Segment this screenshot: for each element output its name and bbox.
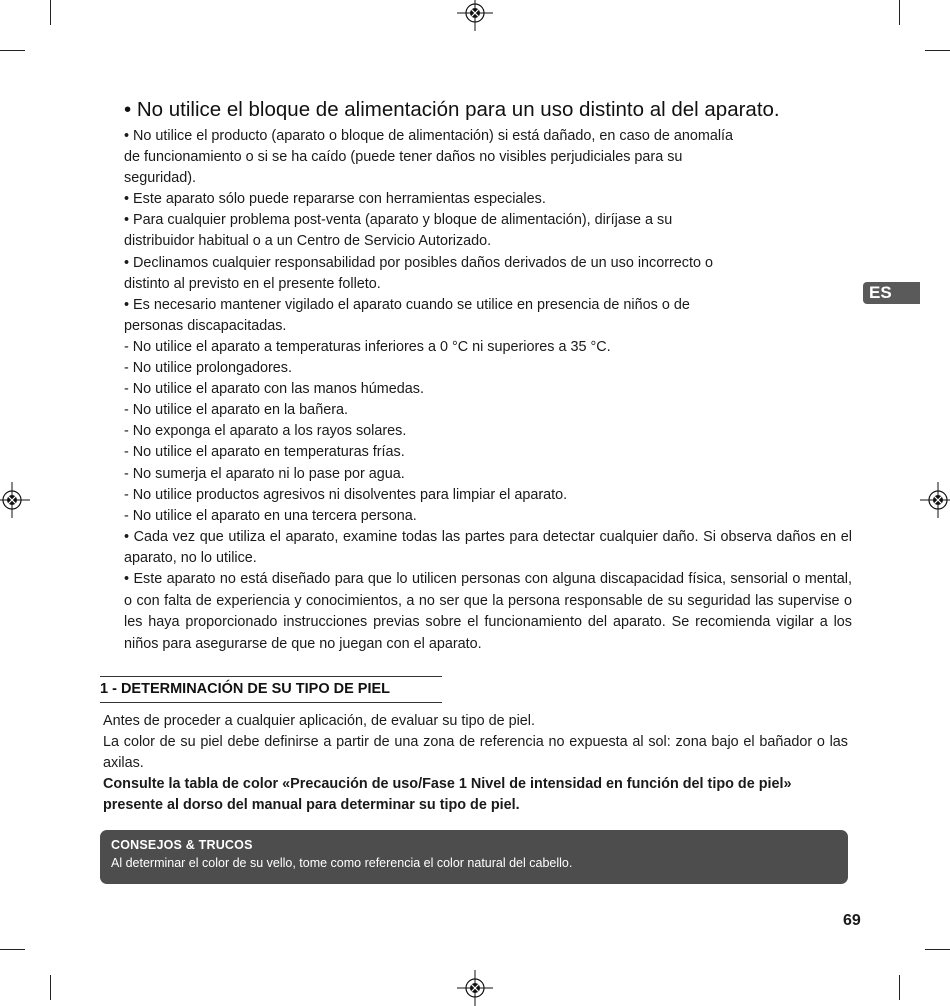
paragraph-line: - No sumerja el aparato ni lo pase por agua. [124,465,405,482]
safety-instructions [124,96,852,655]
page-number: 69 [843,912,861,929]
paragraph-inspect: • Cada vez que utiliza el aparato, examine todas las partes para detectar cualquier daño. Si observa daños en el aparato, no lo utilice. [124,528,852,566]
crop-mark [50,0,51,25]
crop-mark [50,975,51,1000]
paragraph-line: - No utilice prolongadores. [124,360,292,377]
crop-mark [0,50,25,51]
tips-text: Al determinar el color de su vello, tome como referencia el color natural del cabello. [111,856,573,870]
registration-mark-icon [920,482,950,518]
paragraph-line: distribuidor habitual o a un Centro de Servicio Autorizado. [124,233,492,250]
registration-mark-icon [0,482,30,518]
paragraph-line: distinto al previsto en el presente folleto. [124,275,381,292]
registration-mark-icon [457,970,493,1006]
tips-title: CONSEJOS & TRUCOS [111,838,253,852]
section-skin-reference: La color de su piel debe definirse a partir de una zona de referencia no expuesta al sol: zona bajo el bañador o las axilas. [103,734,848,771]
paragraph-line: - No utilice productos agresivos ni disolventes para limpiar el aparato. [124,486,568,503]
paragraph-line: • Este aparato sólo puede repararse con herramientas especiales. [124,191,546,208]
crop-mark [925,949,950,950]
paragraph-line: - No utilice el aparato con las manos húmedas. [124,381,424,398]
paragraph-line: personas discapacitadas. [124,317,287,334]
section-intro: Antes de proceder a cualquier aplicación, de evaluar su tipo de piel. [103,713,535,729]
paragraph-line: seguridad). [124,170,196,187]
section-body [103,711,848,816]
paragraph-disability: • Este aparato no está diseñado para que lo utilicen personas con alguna discapacidad física, sensorial o mental, o con falta de experiencia y conocimientos, a no ser que la persona responsable de su seguridad las supervise o les haya proporcionado instrucciones previas sobre el funcionamiento del aparato. Se recomienda vigilar a los niños para asegurarse de que no juegan con el aparato. [124,570,852,652]
section-title: 1 - DETERMINACIÓN DE SU TIPO DE PIEL [100,676,442,703]
tips-box [100,830,848,884]
crop-mark [899,0,900,25]
paragraph-line: • No utilice el producto (aparato o bloque de alimentación) si está dañado, en caso de anomalía [124,128,734,144]
paragraph-line: • Es necesario mantener vigilado el aparato cuando se utilice en presencia de niños o de [124,296,690,313]
paragraph-line: - No exponga el aparato a los rayos solares. [124,423,407,440]
language-badge: ES [863,282,920,304]
crop-mark [899,975,900,1000]
heading-line: • No utilice el bloque de alimentación para un uso distinto al del aparato. [124,98,780,121]
paragraph-line: de funcionamiento o si se ha caído (puede tener daños no visibles perjudiciales para su [124,149,683,166]
crop-mark [925,50,950,51]
section-bold-instruction: Consulte la tabla de color «Precaución de uso/Fase 1 Nivel de intensidad en función del tipo de piel» presente al dorso del manual para determinar su tipo de piel. [103,776,792,813]
paragraph-line: - No utilice el aparato en temperaturas frías. [124,444,405,461]
paragraph-line: - No utilice el aparato en una tercera persona. [124,507,417,524]
paragraph-line: - No utilice el aparato en la bañera. [124,402,348,419]
paragraph-line: • Para cualquier problema post-venta (aparato y bloque de alimentación), diríjase a su [124,212,673,229]
paragraph-line: - No utilice el aparato a temperaturas inferiores a 0 °C ni superiores a 35 °C. [124,338,611,355]
crop-mark [0,949,25,950]
registration-mark-icon [457,0,493,31]
paragraph-line: • Declinamos cualquier responsabilidad por posibles daños derivados de un uso incorrecto o [124,254,714,271]
